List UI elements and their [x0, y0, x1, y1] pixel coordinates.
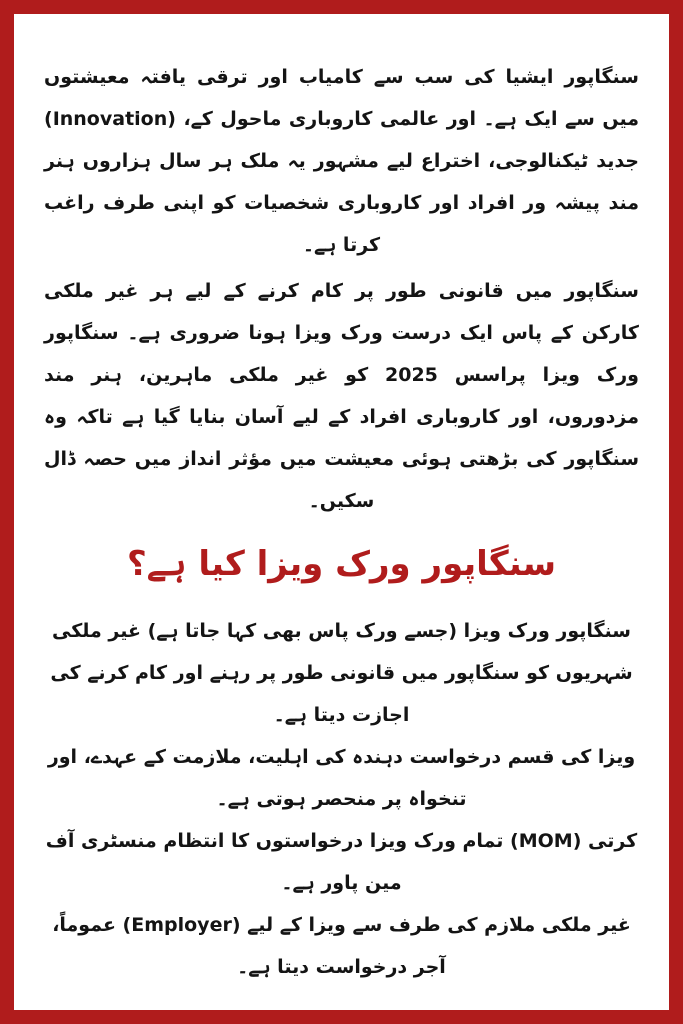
intro-paragraph-1: سنگاپور ایشیا کی سب سے کامیاب اور ترقی یافتہ معیشتوں میں سے ایک ہے۔ اور عالمی کاروباری ماحول کے، (Innovation) جدید ٹیکنالوجی، اختراع لیے مشہور یہ ملک ہر سال ہزاروں ہنر مند پیشہ ور افراد اور کاروباری شخصیات کو اپنی طرف راغب کرتا ہے۔	[44, 66, 639, 256]
intro-paragraph-2: سنگاپور میں قانونی طور پر کام کرنے کے لیے ہر غیر ملکی کارکن کے پاس ایک درست ورک ویزا ہونا ضروری ہے۔ سنگاپور ورک ویزا پراسس 2025 کو غیر ملکی ماہرین، ہنر مند مزدوروں، اور کاروباری افراد کے لیے آسان بنایا گیا ہے تاکہ وہ سنگاپور کی بڑھتی ہوئی معیشت میں مؤثر انداز میں حصہ ڈال سکیں۔	[44, 280, 639, 512]
article-body	[44, 56, 639, 978]
point-3: کرتی (MOM) تمام ورک ویزا درخواستوں کا انتظام منسٹری آف مین پاور ہے۔	[45, 830, 638, 894]
point-4: غیر ملکی ملازم کی طرف سے ویزا کے لیے (Employer) عموماً، آجر درخواست دیتا ہے۔	[52, 914, 631, 978]
section-heading: سنگاپور ورک ویزا کیا ہے؟	[126, 544, 557, 584]
point-1: سنگاپور ورک ویزا (جسے ورک پاس بھی کہا جاتا ہے) غیر ملکی شہریوں کو سنگاپور میں قانونی طور پر رہنے اور کام کرنے کی اجازت دیتا ہے۔	[50, 620, 633, 726]
point-2: ویزا کی قسم درخواست دہندہ کی اہلیت، ملازمت کے عہدے، اور تنخواہ پر منحصر ہوتی ہے۔	[47, 746, 636, 810]
